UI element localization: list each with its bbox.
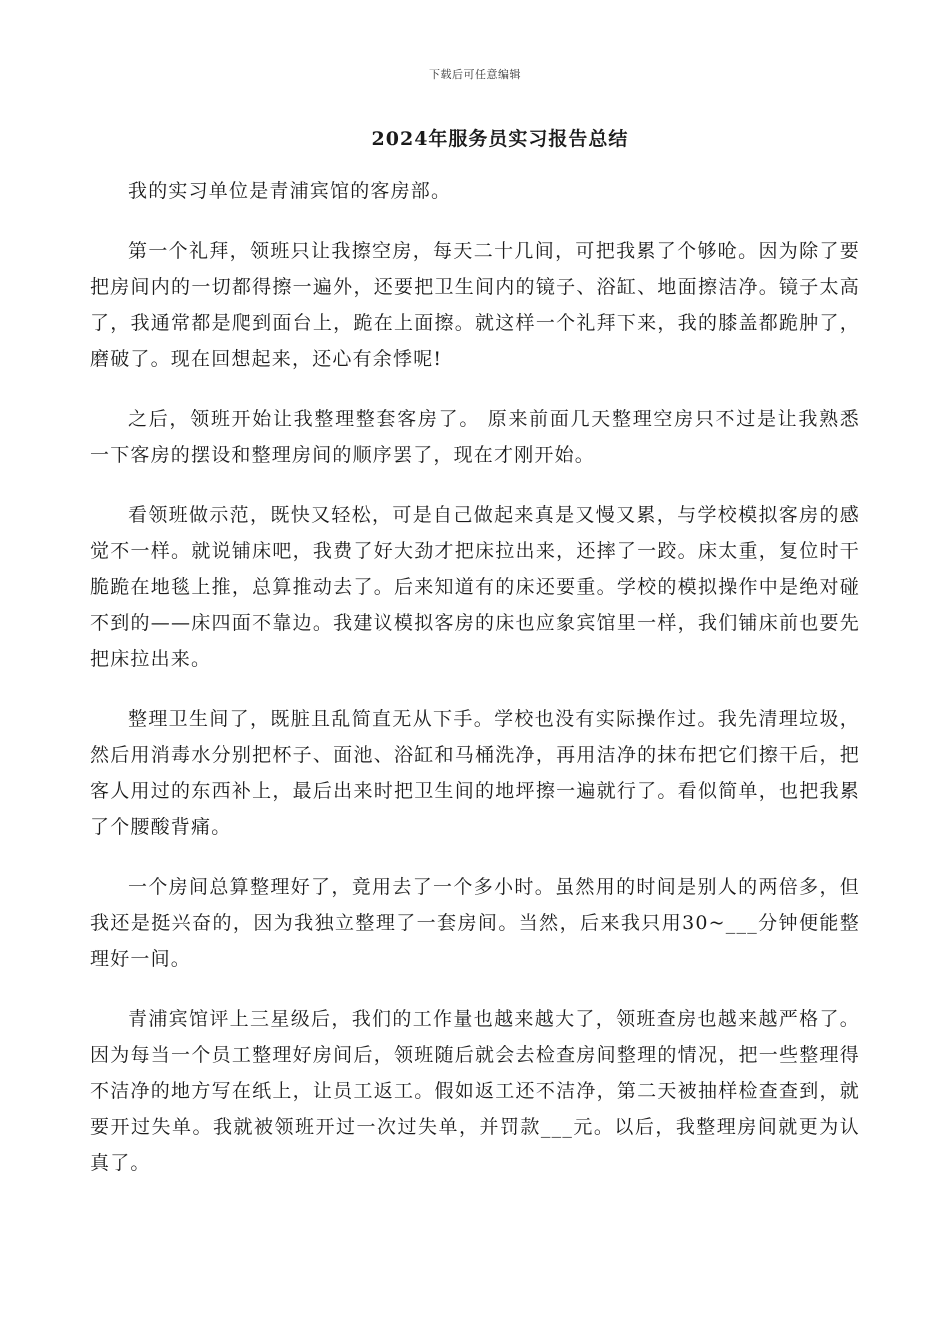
paragraph-5: 整理卫生间了，既脏且乱简直无从下手。学校也没有实际操作过。我先清理垃圾，然后用消毒水分别把杯子、面池、浴缸和马桶洗净，再用洁净的抹布把它们擦干后，把客人用过的东西补上，最后出来时把卫生间的地坪擦一遍就行了。看似简单，也把我累了个腰酸背痛。 (90, 708, 860, 838)
paragraph-4: 看领班做示范，既快又轻松，可是自己做起来真是又慢又累，与学校模拟客房的感觉不一样。就说铺床吧，我费了好大劲才把床拉出来，还摔了一跤。床太重，复位时干脆跪在地毯上推，总算推动去了。后来知道有的床还要重。学校的模拟操作中是绝对碰不到的——床四面不靠边。我建议模拟客房的床也应象宾馆里一样，我们铺床前也要先把床拉出来。 (90, 504, 860, 670)
paragraph-6: 一个房间总算整理好了，竟用去了一个多小时。虽然用的时间是别人的两倍多，但我还是挺兴奋的，因为我独立整理了一套房间。当然，后来我只用30~___分钟便能整理好一间。 (90, 876, 860, 970)
paragraph-1: 我的实习单位是青浦宾馆的客房部。 (128, 180, 452, 202)
header-note: 下载后可任意编辑 (429, 68, 521, 81)
paragraph-7: 青浦宾馆评上三星级后，我们的工作量也越来越大了，领班查房也越来越严格了。因为每当一个员工整理好房间后，领班随后就会去检查房间整理的情况，把一些整理得不洁净的地方写在纸上，让员工返工。假如返工还不洁净，第二天被抽样检查查到，就要开过失单。我就被领班开过一次过失单，并罚款___元。以后，我整理房间就更为认真了。 (90, 1008, 860, 1174)
document-title: 2024年服务员实习报告总结 (371, 128, 629, 150)
paragraph-2: 第一个礼拜，领班只让我擦空房，每天二十几间，可把我累了个够呛。因为除了要把房间内的一切都得擦一遍外，还要把卫生间内的镜子、浴缸、地面擦洁净。镜子太高了，我通常都是爬到面台上，跪在上面擦。就这样一个礼拜下来，我的膝盖都跪肿了，磨破了。现在回想起来，还心有余悸呢! (90, 240, 860, 370)
document-body (90, 173, 860, 1205)
paragraph-3: 之后，领班开始让我整理整套客房了。 原来前面几天整理空房只不过是让我熟悉一下客房的摆设和整理房间的顺序罢了，现在才刚开始。 (90, 408, 860, 466)
